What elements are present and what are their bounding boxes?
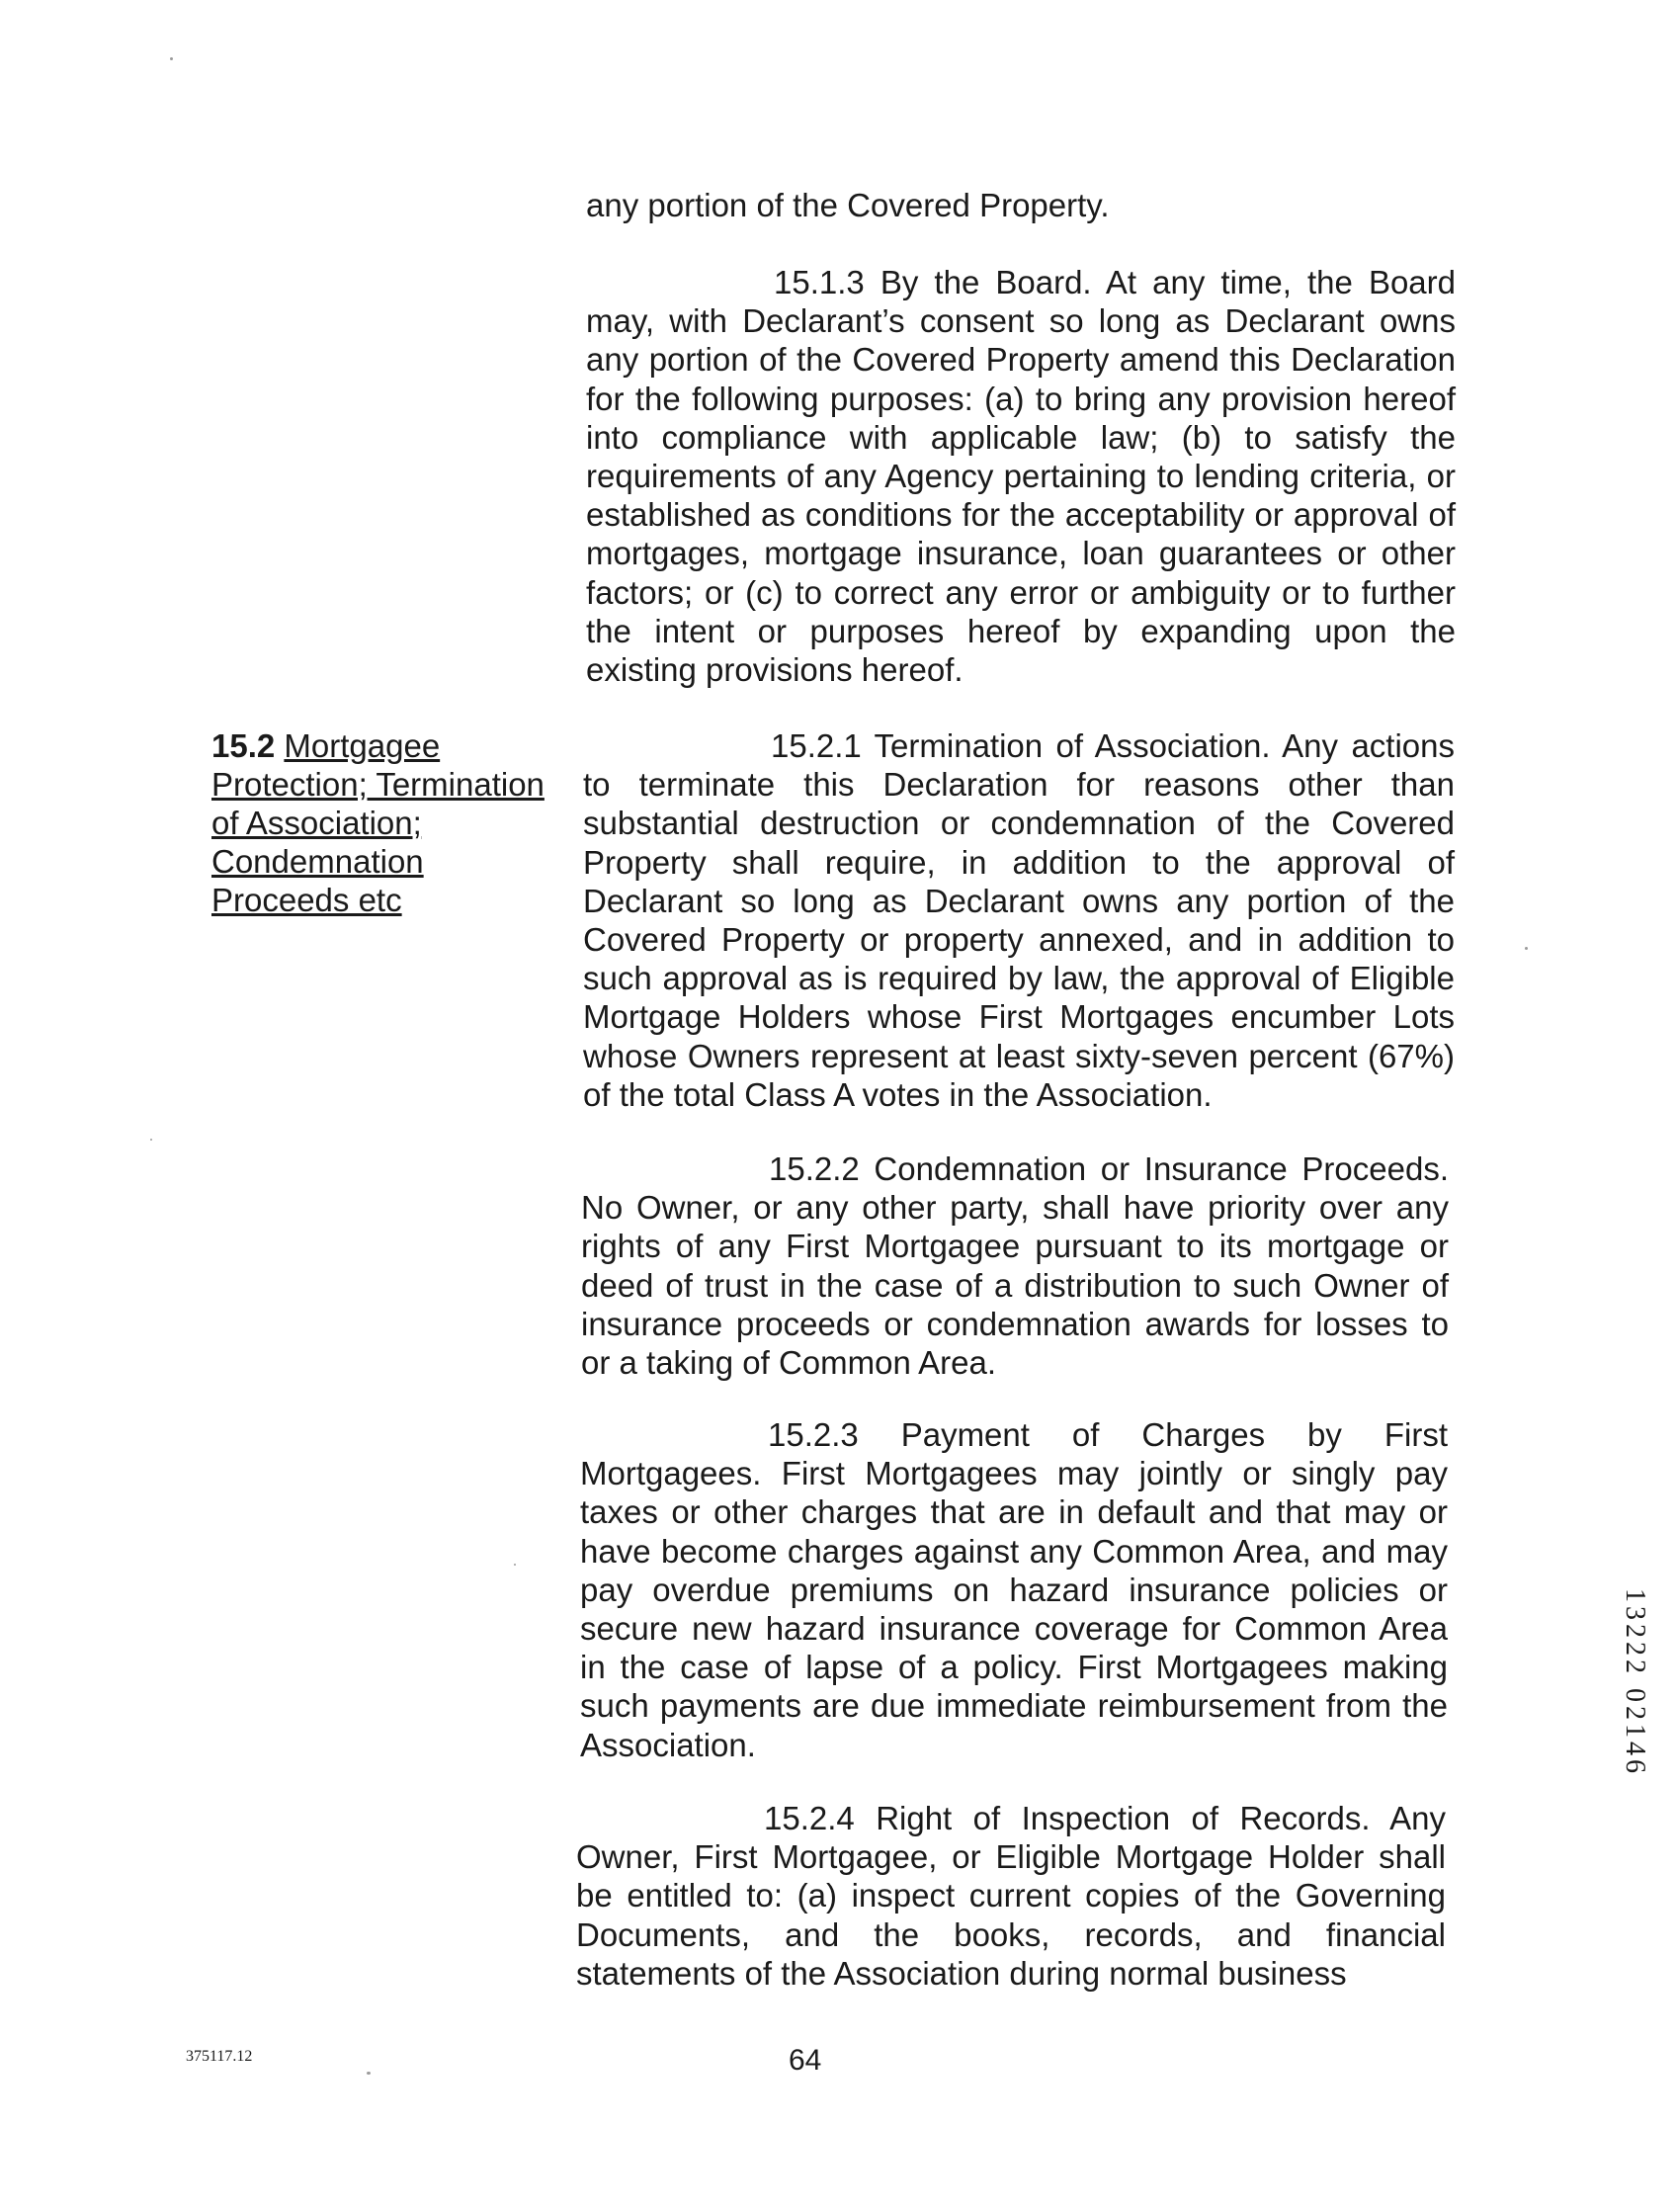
paragraph-15-2-2: 15.2.2 Condemnation or Insurance Proceeds. No Owner, or any other party, shall have priority over any rights of any First Mortgagee pursuant to its mortgage or deed of trust in the case of a distribution to such Owner of insurance proceeds or condemnation awards for losses to or a taking of Common Area. — [581, 1150, 1449, 1382]
section-heading-15-2 — [211, 726, 567, 919]
scan-speck — [367, 2072, 371, 2075]
scan-speck — [150, 1139, 152, 1141]
scan-speck — [514, 1564, 516, 1566]
scan-speck — [1525, 947, 1528, 950]
paragraph-15-2-4: 15.2.4 Right of Inspection of Records. Any Owner, First Mortgagee, or Eligible Mortgage Holder shall be entitled to: (a) inspect current copies of the Governing Documents, and the books, records, and financial statements of the Association during normal business — [576, 1800, 1446, 1992]
paragraph-15-2-3: 15.2.3 Payment of Charges by First Mortgagees. First Mortgagees may jointly or singly pay taxes or other charges that are in default and that may or have become charges against any Common Area, and may pay overdue premiums on hazard insurance policies or secure new hazard insurance coverage for Common Area in the case of lapse of a policy. First Mortgagees making such payments are due immediate reimbursement from the Association. — [580, 1416, 1448, 1763]
section-number: 15.2 — [211, 727, 276, 764]
scan-speck — [170, 57, 173, 60]
paragraph-15-1-3: 15.1.3 By the Board. At any time, the Board may, with Declarant’s consent so long as Declarant owns any portion of the Covered Property amend this Declaration for the following purposes: (a) to bring any provision hereof into compliance with applicable law; (b) to satisfy the requirements of any Agency pertaining to lending criteria, or established as conditions for the acceptability or approval of mortgages, mortgage insurance, loan guarantees or other factors; or (c) to correct any error or ambiguity or to further the intent or purposes hereof by expanding upon the existing provisions hereof. — [586, 264, 1456, 689]
section-title: Mortgagee Protection; Termination of Association; Condemnation Proceeds etc — [211, 727, 545, 918]
margin-recording-stamp: 13222 02146 — [1620, 1588, 1650, 1777]
page-number: 64 — [789, 2044, 822, 2077]
paragraph-15-2-1: 15.2.1 Termination of Association. Any actions to terminate this Declaration for reasons other than substantial destruction or condemnation of the Covered Property shall require, in addition to the approval of Declarant so long as Declarant owns any portion of the Covered Property or property annexed, and in addition to such approval as is required by law, the approval of Eligible Mortgage Holders whose First Mortgages encumber Lots whose Owners represent at least sixty-seven percent (67%) of the total Class A votes in the Association. — [583, 727, 1455, 1113]
footer-document-id: 375117.12 — [186, 2048, 253, 2065]
continuation-line: any portion of the Covered Property. — [586, 187, 1110, 223]
